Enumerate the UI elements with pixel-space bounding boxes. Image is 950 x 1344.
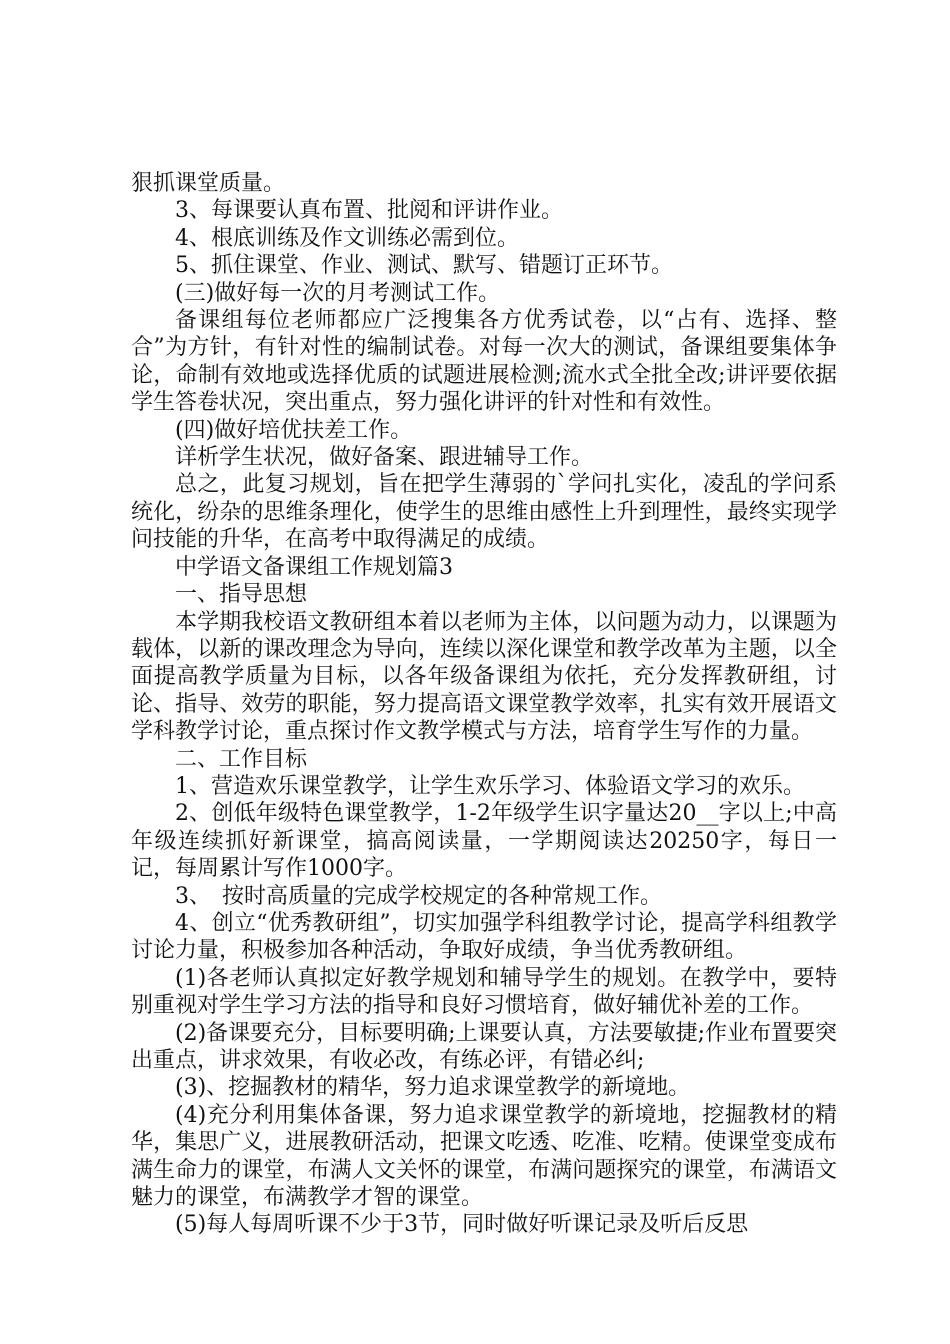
paragraph: 本学期我校语文教研组本着以老师为主体，以问题为动力，以课题为载体，以新的课改理念为导向，连续以深化课堂和教学改革为主题，以全面提高教学质量为目标，以各年级备课组为依托，充分发挥教研组，讨论、指导、效劳的职能，努力提高语文课堂教学效率，扎实有效开展语文学科教学讨论，重点探讨作文教学模式与方法，培育学生写作的力量。 [131,609,837,745]
paragraph: 狠抓课堂质量。 [131,171,286,196]
paragraph: 总之，此复习规划，旨在把学生薄弱的`学问扎实化，凌乱的学问系统化，纷杂的思维条理化，使学生的思维由感性上升到理性，最终实现学问技能的升华，在高考中取得满足的成绩。 [131,472,837,553]
paragraph: (5)每人每周听课不少于3节，同时做好听课记录及听后反思 [175,1212,749,1238]
paragraph: 备课组每位老师都应广泛搜集各方优秀试卷，以“占有、选择、整合”为方针，有针对性的编制试卷。对每一次大的测试，备课组要集体争论，命制有效地或选择优质的试题进展检测;流水式全批全改;讲评要依据学生答卷状况，突出重点，努力强化讲评的针对性和有效性。 [131,308,837,416]
section-heading: (四)做好培优扶差工作。 [175,417,413,443]
paragraph: 3、 按时高质量的完成学校规定的各种常规工作。 [175,883,662,909]
paragraph: (2)备课要充分，目标要明确;上课要认真，方法要敏捷;作业布置要突出重点，讲求效果，有收必改，有练必评，有错必纠; [131,1020,837,1073]
section-heading: 一、指导思想 [175,582,308,608]
paragraph: 4、根底训练及作文训练必需到位。 [175,225,519,251]
paragraph: 4、创立“优秀教研组”，切实加强学科组教学讨论，提高学科组教学讨论力量，积极参加各种活动，争取好成绩，争当优秀教研组。 [131,910,837,964]
paragraph: 2、创低年级特色课堂教学，1-2年级学生识字量达20__字以上;中高年级连续抓好新课堂，搞高阅读量，一学期阅读达20250字，每日一记，每周累计写作1000字。 [131,801,837,882]
document-body [131,170,837,1239]
paragraph: 3、每课要认真布置、批阅和评讲作业。 [175,198,563,224]
section-heading: (三)做好每一次的月考测试工作。 [175,280,501,306]
paragraph: 详析学生状况，做好备案、跟进辅导工作。 [175,445,594,471]
paragraph: 1、营造欢乐课堂教学，让学生欢乐学习、体验语文学习的欢乐。 [175,773,805,799]
paragraph: (1)各老师认真拟定好教学规划和辅导学生的规划。在教学中，要特别重视对学生学习方法的指导和良好习惯培育，做好辅优补差的工作。 [131,965,837,1019]
paragraph: (3)、挖掘教材的精华，努力追求课堂教学的新境地。 [175,1075,691,1101]
article-title: 中学语文备课组工作规划篇3 [175,554,453,580]
section-heading: 二、工作目标 [175,746,308,772]
paragraph: 5、抓住课堂、作业、测试、默写、错题订正环节。 [175,253,673,279]
paragraph: (4)充分利用集体备课，努力追求课堂教学的新境地，挖掘教材的精华，集思广义，进展教研活动，把课文吃透、吃准、吃精。使课堂变成布满生命力的课堂，布满人文关怀的课堂，布满问题探究的课堂，布满语文魅力的课堂，布满教学才智的课堂。 [131,1102,837,1211]
